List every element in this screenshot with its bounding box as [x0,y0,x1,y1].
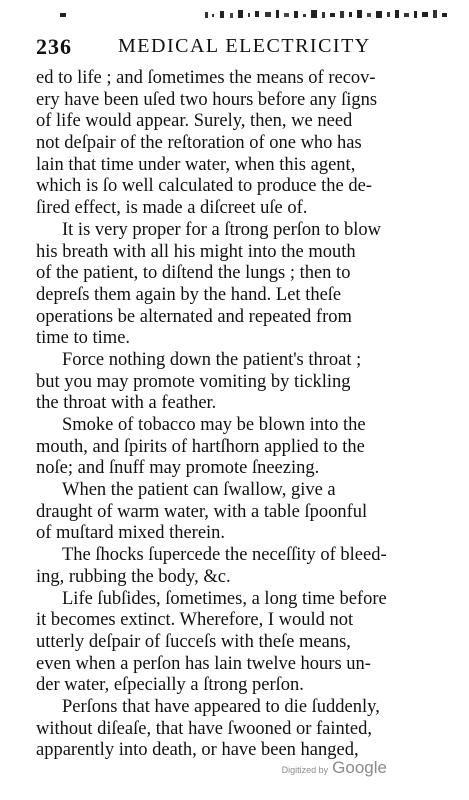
text-line: it becomes extinct. Wherefore, I would not [36,610,354,631]
text-line: even when a perſon has lain twelve hours un- [36,653,371,674]
text-line: noſe; and ſnuff may promote ſneezing. [36,458,320,479]
text-line: ed to life ; and ſometimes the means of recov- [36,68,376,88]
text-line: draught of warm water, with a table ſpoonful [36,501,368,522]
text-line: without diſeaſe, that have ſwooned or fainted, [36,718,372,739]
text-line: the throat with a feather. [36,393,217,414]
text-line: depreſs them again by the hand. Let theſe [36,284,342,305]
text-line: ſired effect, is made a diſcreet uſe of. [36,198,308,219]
text-line: operations be alternated and repeated from [36,306,352,327]
text-line: which is ſo well calculated to produce the de- [36,176,372,197]
text-line: of the patient, to diſtend the lungs ; then to [36,263,351,284]
text-line: utterly deſpair of ſucceſs with theſe means, [36,631,351,652]
page-header [36,34,436,64]
text-line: apparently into death, or have been hanged, [36,740,359,761]
paragraph-first-line: It is very proper for a ſtrong perſon to blow [62,219,382,240]
paragraph-first-line: Force nothing down the patient's throat ; [62,349,362,370]
paragraph-first-line: Life ſubſides, ſometimes, a long time before [62,588,387,609]
running-head: MEDICAL ELECTRICITY [118,35,371,57]
digitized-by-text: Digitized by [281,765,329,775]
scan-artifact-marks [60,8,450,22]
paragraph-first-line: When the patient can ſwallow, give a [62,480,336,501]
text-line: lain that time under water, when this agent, [36,154,356,175]
text-line: time to time. [36,328,131,349]
text-line: not deſpair of the reſtoration of one who has [36,133,362,154]
text-line: der water, eſpecially a ſtrong perſon. [36,675,304,696]
text-line: ery have been uſed two hours before any ſigns [36,89,378,110]
text-line: of muſtard mixed therein. [36,523,226,544]
text-line: mouth, and ſpirits of hartſhorn applied to the [36,436,365,457]
paragraph-first-line: Smoke of tobacco may be blown into the [62,415,366,435]
text-line: but you may promote vomiting by tickling [36,371,351,392]
paragraph-first-line: Perſons that have appeared to die ſuddenly, [62,696,380,717]
text-line: of life would appear. Surely, then, we need [36,111,353,132]
paragraph-first-line: The ſhocks ſupercede the neceſſity of bleed- [62,545,387,566]
digitization-watermark [282,758,387,782]
body-text [36,68,456,762]
text-line: ing, rubbing the body, &c. [36,566,231,587]
google-logo: Google [332,758,387,777]
text-line: his breath with all his might into the mouth [36,241,356,262]
page-number: 236 [36,34,72,59]
